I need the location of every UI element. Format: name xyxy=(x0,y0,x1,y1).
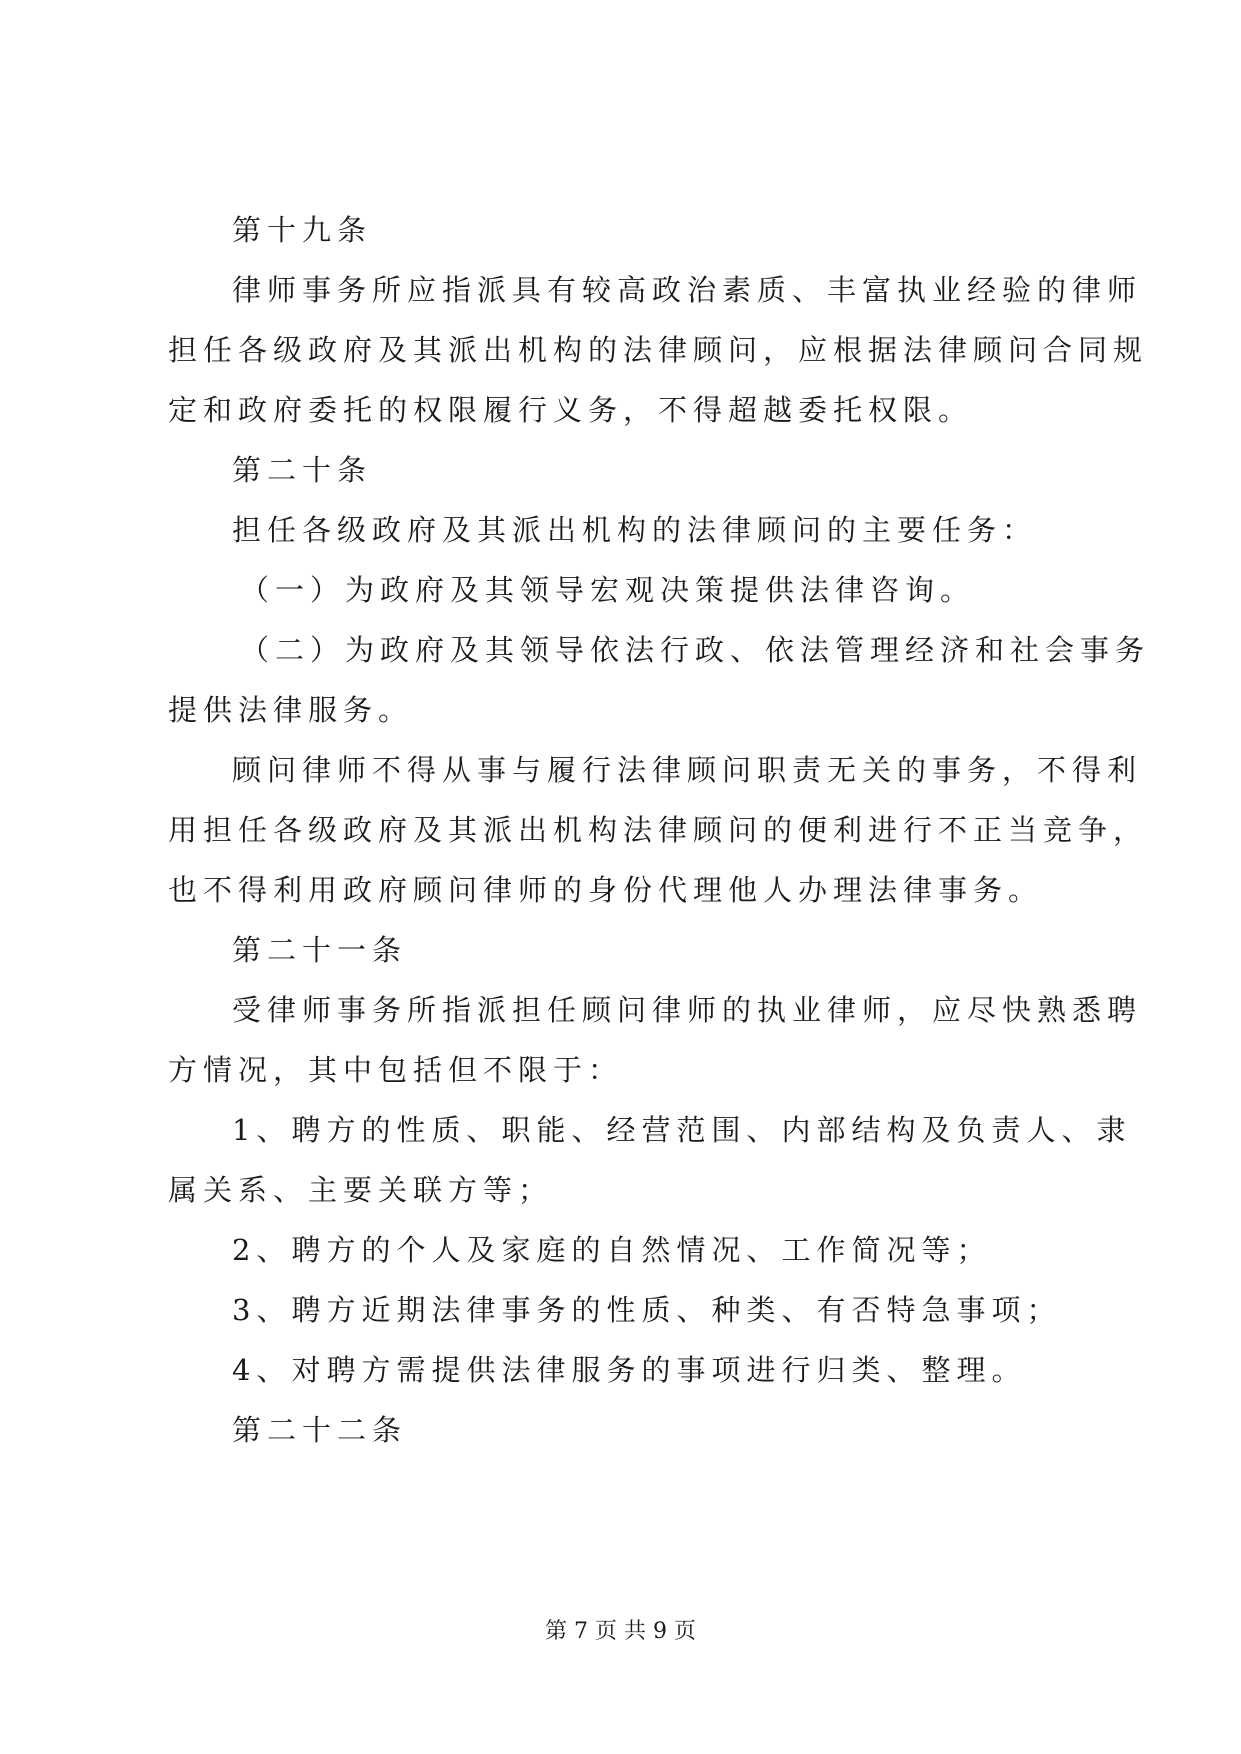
list-item-line: 2、聘方的个人及家庭的自然情况、工作简况等； xyxy=(232,1233,992,1267)
paragraph-line: 担任各级政府及其派出机构的法律顾问的主要任务： xyxy=(232,513,1038,547)
paragraph-line: 用担任各级政府及其派出机构法律顾问的便利进行不正当竞争， xyxy=(168,813,1149,847)
list-item-line: （一）为政府及其领导宏观决策提供法律咨询。 xyxy=(240,573,976,607)
list-item-line: 3、聘方近期法律事务的性质、种类、有否特急事项； xyxy=(232,1293,1062,1327)
paragraph-line: 方情况，其中包括但不限于： xyxy=(168,1053,624,1087)
page-footer: 第 7 页 共 9 页 xyxy=(545,1619,696,1644)
list-item-line: 1、聘方的性质、职能、经营范围、内部结构及负责人、隶 xyxy=(232,1113,1132,1147)
list-item-line: 属关系、主要关联方等； xyxy=(168,1173,554,1207)
paragraph-line: 定和政府委托的权限履行义务，不得超越委托权限。 xyxy=(168,393,974,427)
paragraph-line: 律师事务所应指派具有较高政治素质、丰富执业经验的律师 xyxy=(232,273,1143,307)
article-heading: 第十九条 xyxy=(232,213,373,247)
list-item-line: 提供法律服务。 xyxy=(168,693,414,727)
list-item-line: （二）为政府及其领导依法行政、依法管理经济和社会事务 xyxy=(240,633,1151,667)
paragraph-line: 顾问律师不得从事与履行法律顾问职责无关的事务，不得利 xyxy=(232,753,1143,787)
paragraph-line: 也不得利用政府顾问律师的身份代理他人办理法律事务。 xyxy=(168,873,1044,907)
paragraph-line: 受律师事务所指派担任顾问律师的执业律师，应尽快熟悉聘 xyxy=(232,993,1143,1027)
article-heading: 第二十二条 xyxy=(232,1413,408,1447)
article-heading: 第二十条 xyxy=(232,453,373,487)
article-heading: 第二十一条 xyxy=(232,933,408,967)
paragraph-line: 担任各级政府及其派出机构的法律顾问，应根据法律顾问合同规 xyxy=(168,333,1149,367)
list-item-line: 4、对聘方需提供法律服务的事项进行归类、整理。 xyxy=(232,1353,1027,1387)
